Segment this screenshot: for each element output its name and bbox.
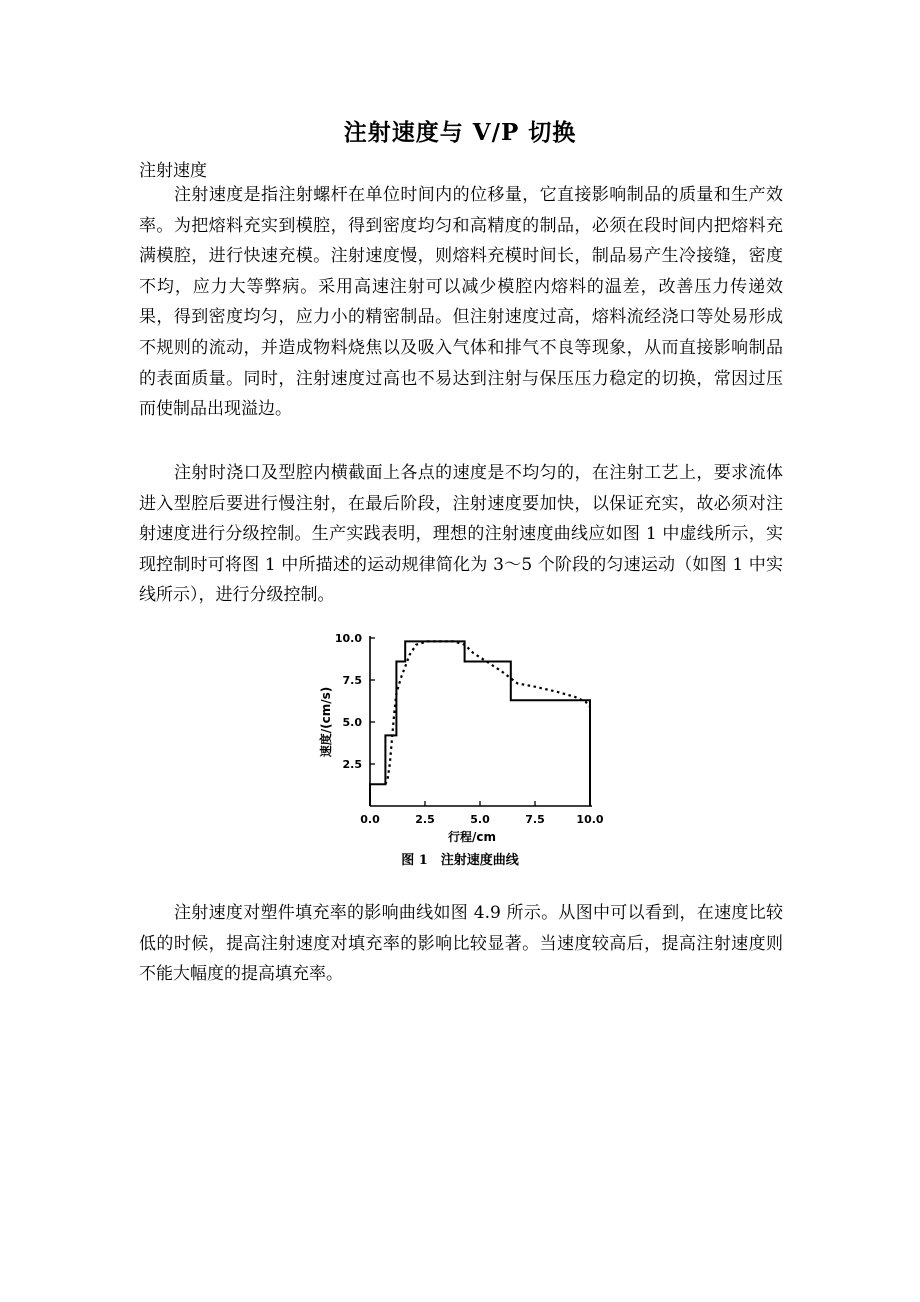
x-tick-label: 0.0	[360, 813, 380, 826]
chart-svg	[300, 622, 620, 880]
series-ideal-dashed-line	[385, 641, 590, 784]
page-title: 注射速度与 V/P 切换	[343, 119, 577, 146]
paragraph-staged-control: 注射时浇口及型腔内横截面上各点的速度是不均匀的，在注射工艺上，要求流体进入型腔后要进行慢注射，在最后阶段，注射速度要加快，以保证充实，故必须对注射速度进行分级控制。生产实践表明，理想的注射速度曲线应如图 1 中虚线所示，实现控制时可将图 1 中所描述的运动规律简化为 3～5 个阶段的匀速运动（如图 1 中实线所示），进行分级控制。	[139, 463, 783, 606]
x-tick-label: 5.0	[470, 813, 490, 826]
section-heading: 注射速度	[139, 161, 207, 181]
x-tick-label: 7.5	[525, 813, 545, 826]
x-tick-label: 2.5	[415, 813, 435, 826]
y-tick-label: 5.0	[342, 716, 362, 729]
y-axis-label: 速度/(cm/s)	[319, 686, 333, 758]
y-tick-label: 7.5	[342, 674, 362, 687]
series-staged-solid-line	[370, 641, 590, 806]
y-tick-label: 10.0	[334, 632, 362, 645]
figure-caption: 图 1 注射速度曲线	[401, 853, 519, 868]
figure-injection-speed-curve	[300, 622, 620, 880]
y-tick-label: 2.5	[342, 758, 362, 771]
paragraph-injection-speed-definition: 注射速度是指注射螺杆在单位时间内的位移量，它直接影响制品的质量和生产效率。为把熔料充实到模腔，得到密度均匀和高精度的制品，必须在段时间内把熔料充满模腔，进行快速充模。注射速度慢，则熔料充模时间长，制品易产生冷接缝，密度不均，应力大等弊病。采用高速注射可以减少模腔内熔料的温差，改善压力传递效果，得到密度均匀，应力小的精密制品。但注射速度过高，熔料流经浇口等处易形成不规则的流动，并造成物料烧焦以及吸入气体和排气不良等现象，从而直接影响制品的表面质量。同时，注射速度过高也不易达到注射与保压压力稳定的切换，常因过压而使制品出现溢边。	[139, 185, 783, 420]
x-tick-label: 10.0	[576, 813, 604, 826]
paragraph-fill-rate: 注射速度对塑件填充率的影响曲线如图 4.9 所示。从图中可以看到，在速度比较低的时候，提高注射速度对填充率的影响比较显著。当速度较高后，提高注射速度则不能大幅度的提高填充率。	[139, 903, 783, 985]
x-axis-label: 行程/cm	[447, 830, 497, 844]
